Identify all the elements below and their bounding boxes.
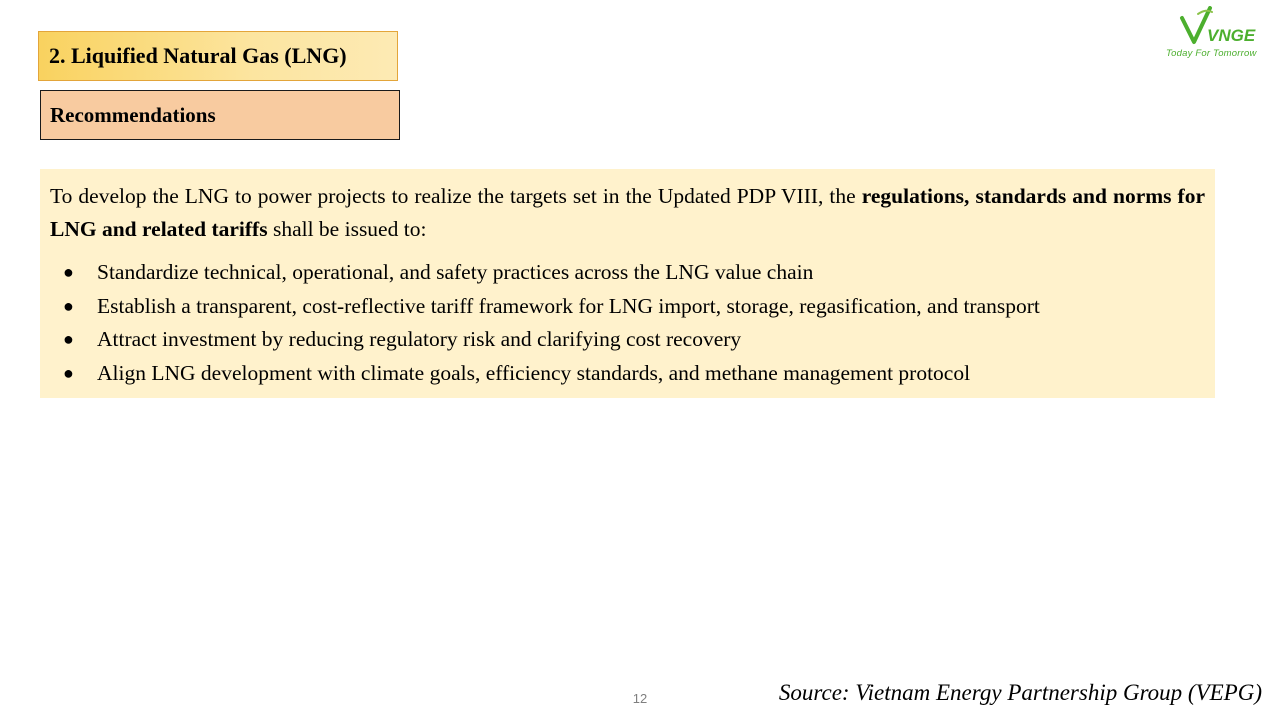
list-item-text: Establish a transparent, cost-reflective tariff framework for LNG import, storage, regasification, and transport (97, 293, 1040, 318)
intro-text-end: shall be issued to: (267, 217, 427, 241)
list-item-text: Standardize technical, operational, and safety practices across the LNG value chain (97, 260, 814, 284)
vnge-logo (1160, 6, 1280, 62)
intro-text-start: To develop the LNG to power projects to realize the targets set in the Updated PDP VIII, the (50, 184, 862, 208)
intro-text-bold: regulations, standards and norms for LNG and related tariffs (50, 184, 1205, 241)
bullet-icon: ● (63, 329, 74, 349)
intro-paragraph (50, 180, 1205, 246)
logo-tagline: Today For Tomorrow (1166, 48, 1257, 59)
source-citation: Source: Vietnam Energy Partnership Group (VEPG) (778, 680, 1262, 705)
vnge-logo-icon (1160, 6, 1280, 50)
list-item-text: Attract investment by reducing regulatory risk and clarifying cost recovery (97, 327, 742, 351)
bullet-icon: ● (63, 362, 74, 383)
bullet-icon: ● (63, 262, 74, 282)
recommendations-heading-text: Recommendations (50, 102, 216, 127)
list-item (50, 256, 1205, 290)
section-title-text: 2. Liquified Natural Gas (LNG) (49, 43, 347, 68)
list-item-text: Align LNG development with climate goals, efficiency standards, and methane management protocol (97, 360, 971, 385)
recommendation-content (40, 169, 1215, 398)
section-title (38, 31, 398, 81)
logo-wordmark: VNGE (1207, 26, 1256, 45)
recommendation-list (50, 256, 1205, 390)
list-item (50, 323, 1205, 357)
list-item (50, 290, 1205, 324)
page-number: 12 (632, 691, 648, 706)
bullet-icon: ● (63, 295, 74, 316)
list-item (50, 357, 1205, 391)
recommendations-heading (40, 90, 400, 140)
